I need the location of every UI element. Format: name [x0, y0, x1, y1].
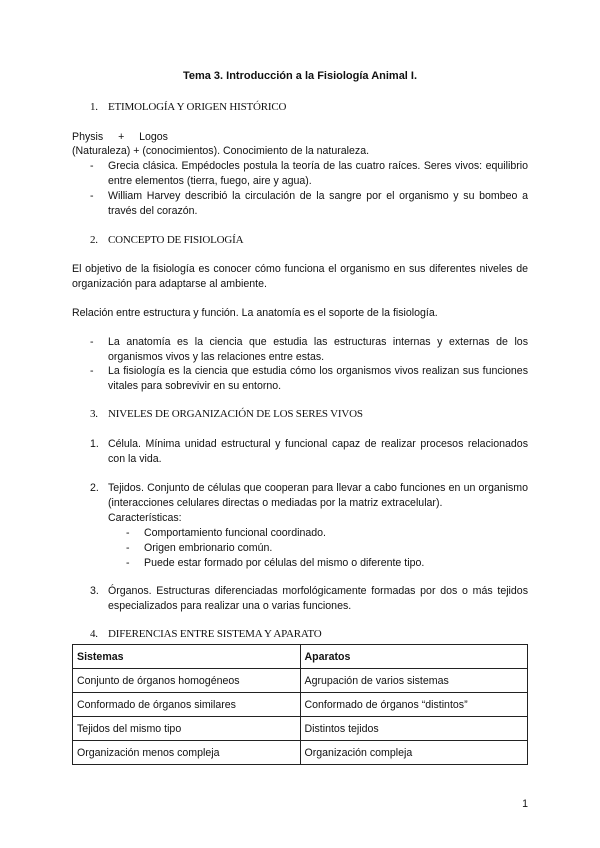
- section-number: 3.: [90, 408, 98, 420]
- list-item: [90, 189, 528, 219]
- list-item-text: Célula. Mínima unidad estructural y funcional capaz de realizar procesos relacionados con la vida.: [108, 438, 528, 465]
- list-item-text: William Harvey describió la circulación de la sangre por el organismo y su bombeo a través del corazón.: [108, 190, 528, 217]
- comparison-table: [72, 644, 528, 765]
- list-item: [90, 364, 528, 394]
- column-header: Sistemas: [73, 645, 301, 669]
- list-number: 3.: [90, 585, 99, 597]
- table-cell: Tejidos del mismo tipo: [73, 717, 301, 741]
- list-item-text: Tejidos. Conjunto de células que cooperan para llevar a cabo funciones en un organismo (interacciones celulares directas o mediadas por la matriz extracelular).: [108, 482, 528, 509]
- dash-marker: -: [90, 365, 94, 377]
- table-cell: Distintos tejidos: [300, 717, 528, 741]
- table-cell: Agrupación de varios sistemas: [300, 669, 528, 693]
- list-item-text: Grecia clásica. Empédocles postula la teoría de las cuatro raíces. Seres vivos: equilibrio entre elementos (tierra, fuego, aire y agua).: [108, 160, 528, 187]
- section-number: 1.: [90, 101, 98, 113]
- table-cell: Conformado de órganos similares: [73, 693, 301, 717]
- etymology-line: [72, 130, 168, 145]
- table-row: [73, 669, 528, 693]
- characteristics-label: Características:: [108, 512, 182, 524]
- paragraph: Relación entre estructura y función. La anatomía es el soporte de la fisiología.: [72, 307, 438, 319]
- table-cell: Conformado de órganos “distintos”: [300, 693, 528, 717]
- plus-sign: +: [118, 131, 125, 143]
- dash-marker: -: [90, 160, 94, 172]
- list-item: [90, 335, 528, 365]
- list-number: 1.: [90, 438, 99, 450]
- dash-marker: -: [90, 190, 94, 202]
- column-header: Aparatos: [300, 645, 528, 669]
- list-item-text: La fisiología es la ciencia que estudia cómo los organismos vivos realizan sus funciones vitales para sobrevivir en su entorno.: [108, 365, 528, 392]
- physis-word: Physis: [72, 131, 104, 143]
- section-number: 4.: [90, 628, 98, 640]
- table-row: [73, 741, 528, 765]
- section-2-heading: [90, 234, 243, 246]
- table-row: [73, 717, 528, 741]
- page-title: Tema 3. Introducción a la Fisiología Animal I.: [182, 70, 418, 82]
- list-item: [90, 437, 528, 467]
- list-item: [90, 481, 528, 526]
- sub-list-item-text: Comportamiento funcional coordinado.: [144, 527, 326, 539]
- section-title: ETIMOLOGÍA Y ORIGEN HISTÓRICO: [108, 101, 287, 113]
- dash-marker: -: [126, 542, 130, 554]
- page-number: 1: [522, 798, 528, 810]
- table-row: [73, 693, 528, 717]
- list-item: [90, 584, 528, 614]
- sub-list-item-text: Origen embrionario común.: [144, 542, 273, 554]
- section-title: NIVELES DE ORGANIZACIÓN DE LOS SERES VIVOS: [108, 408, 363, 420]
- paragraph: El objetivo de la fisiología es conocer cómo funciona el organismo en sus diferentes niveles de organización para adaptarse al ambiente.: [72, 263, 528, 290]
- sub-list-item: [126, 526, 526, 541]
- logos-word: Logos: [139, 131, 168, 143]
- list-number: 2.: [90, 482, 99, 494]
- sub-list-item: [126, 541, 526, 556]
- dash-marker: -: [126, 527, 130, 539]
- section-title: CONCEPTO DE FISIOLOGÍA: [108, 234, 244, 246]
- sub-list-item: [126, 556, 526, 571]
- section-3-heading: [90, 408, 363, 420]
- table-header-row: [73, 645, 528, 669]
- list-item: [90, 159, 528, 189]
- list-item-text: La anatomía es la ciencia que estudia las estructuras internas y externas de los organismos vivos y las relaciones entre estas.: [108, 336, 528, 363]
- section-title: DIFERENCIAS ENTRE SISTEMA Y APARATO: [108, 628, 322, 640]
- section-number: 2.: [90, 234, 98, 246]
- dash-marker: -: [90, 336, 94, 348]
- table-cell: Conjunto de órganos homogéneos: [73, 669, 301, 693]
- section-1-heading: [90, 101, 286, 113]
- list-item-text: Órganos. Estructuras diferenciadas morfológicamente formadas por dos o más tejidos especializados para realizar una o varias funciones.: [108, 585, 528, 612]
- sub-list-item-text: Puede estar formado por células del mismo o diferente tipo.: [144, 557, 425, 569]
- etymology-meaning: (Naturaleza) + (conocimientos). Conocimiento de la naturaleza.: [72, 145, 370, 157]
- dash-marker: -: [126, 557, 130, 569]
- table-cell: Organización compleja: [300, 741, 528, 765]
- table-cell: Organización menos compleja: [73, 741, 301, 765]
- section-4-heading: [90, 628, 321, 640]
